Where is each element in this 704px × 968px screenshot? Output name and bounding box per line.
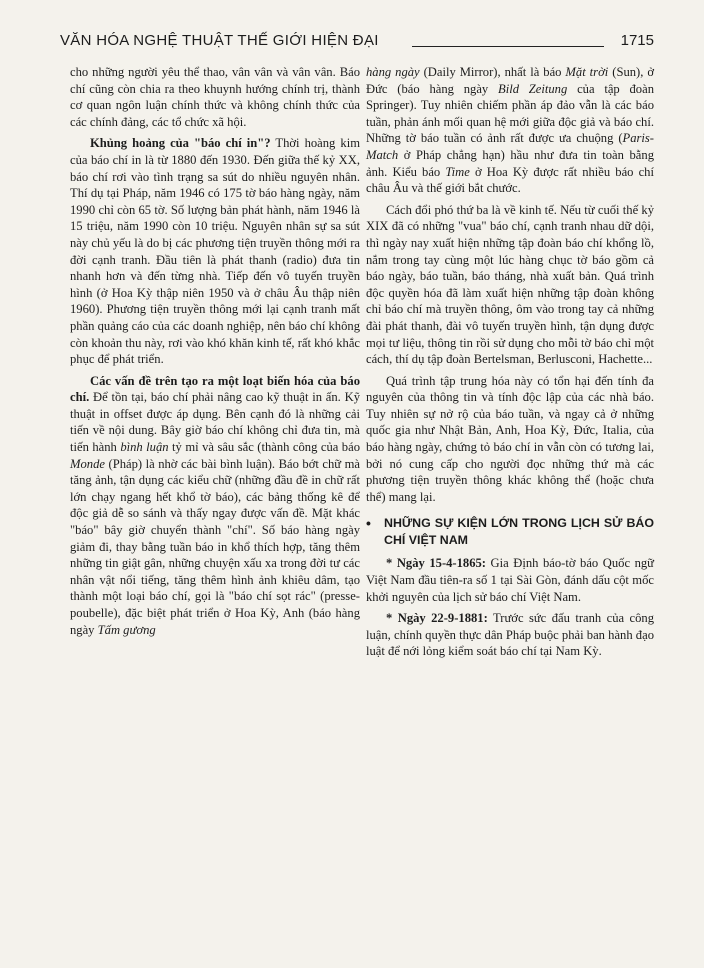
page-header	[60, 30, 654, 56]
italic-text: Tấm gương	[97, 622, 156, 637]
event-entry	[366, 610, 654, 660]
paragraph-text: của tập đoàn Springer). Tuy nhiên chiếm phần áp đảo vẫn là các báo tuần, phản ánh mối quan hệ mới giữa độc giả và báo chí. Những tờ báo tuần có ảnh rất được ưa chuộng (	[366, 81, 654, 146]
italic-text: Mặt trời	[565, 65, 609, 79]
italic-text: hàng ngày	[366, 65, 420, 79]
paragraph-heading: Khủng hoảng của "báo chí in"?	[90, 136, 271, 151]
italic-text: Paris-Match	[366, 131, 654, 162]
event-entry	[366, 555, 654, 605]
right-column	[366, 64, 654, 665]
paragraph-heading: Các vấn đề trên tạo ra một loạt biến hóa của báo chí.	[70, 373, 360, 405]
event-text: Gia Định báo-tờ báo Quốc ngữ Việt Nam đầu tiên-ra số 1 tại Sài Gòn, đánh dấu cột mốc khởi nguyên của lịch sử báo chí Việt Nam.	[366, 556, 654, 604]
paragraph-text: (Pháp) là nhờ các bài bình luận). Báo bớt chữ mà tăng ảnh, tận dụng các kiểu chữ (những đầu đề in chữ rất lớn chạy ngang hết khổ tờ báo), các bảng thống kê để độc giả dễ so sánh và thấy ngay được vấn đề. Mặt khác "báo" bây giờ chuyển thành "chí". Số báo hàng ngày giảm đi, thay bằng tuần báo in khổ thích hợp, tăng thêm những tin giật gân, những chuyện xấu xa trong đời tư các nhân vật nổi tiếng, tăng thêm hình ảnh khiêu dâm, tạo thành một loại báo chí, gọi là "báo chí sọt rác" (presse-poubelle), đặc biệt phát triển ở Hoa Kỳ, Anh (báo hàng ngày	[70, 456, 360, 637]
running-title: VĂN HÓA NGHỆ THUẬT THẾ GIỚI HIỆN ĐẠI	[60, 32, 379, 49]
event-date: * Ngày 22-9-1881:	[386, 611, 488, 626]
paragraph: Quá trình tập trung hóa này có tổn hại đến tính đa nguyên của thông tin và tính độc lập của các nhà báo. Tuy nhiên sự nở rộ của báo tuần, và ngay cả ở những quốc gia như Nhật Bản, Anh, Hoa Kỳ, Đức, Italia, của báo hàng ngày, chứng tỏ báo chí in vẫn còn có tương lai, bởi nó cung cấp cho người đọc những thứ mà các phương tiện truyền thông khác không thể (hoặc chưa thể) mang lại.	[366, 373, 654, 504]
left-column	[70, 64, 360, 643]
paragraph: cho những người yêu thể thao, vân vân và vân vân. Báo chí cũng còn chia ra theo khuynh hướng chính trị, thành cơ quan ngôn luận chính thức và không chính thức của các chính đảng, các tổ chức xã hội.	[70, 65, 360, 129]
page-number: 1715	[620, 32, 654, 49]
italic-text: Monde	[70, 456, 105, 471]
paragraph-text: tỷ mỉ và sâu sắc (thành công của báo	[168, 440, 360, 455]
section-title: NHỮNG SỰ KIỆN LỚN TRONG LỊCH SỬ BÁO CHÍ VIỆT NAM	[384, 516, 654, 548]
paragraph	[70, 135, 360, 367]
bullet-icon: •	[366, 515, 371, 532]
paragraph-text: Thời hoàng kim của báo chí in là từ 1880 đến 1930. Đến giữa thế kỷ XX, báo chí rơi vào tình trạng sa sút do nhiều nguyên nhân. Thí dụ tại Pháp, năm 1946 có 175 tờ báo hàng ngày, năm 1990 chỉ còn 65 tờ. Số lượng bản phát hành, năm 1946 là 15 triệu, năm 1990 còn 10 triệu. Nguyên nhân sự sa sút này chủ yếu là do bị các phương tiện truyền thông mới ra đời cạnh tranh. Đầu tiên là phát thanh (radio) đưa tin nhanh hơn và đến từng nhà. Tiếp đến vô tuyến truyền hình (ở Hoa Kỳ thập niên 1950 và ở châu Âu thập niên 1960). Phương tiện truyền thông mới lại cạnh tranh mất phần quảng cáo của các doanh nghiệp, nên báo chí không còn khoản thu này, rơi vào khó khăn kinh tế, rất khó khắc phục để phát triển.	[70, 136, 360, 367]
event-text: Trước sức đấu tranh của công luận, chính quyền thực dân Pháp buộc phải ban hành đạo luật để nới lỏng kiểm soát báo chí tại Nam Kỳ.	[366, 611, 655, 659]
header-rule	[412, 46, 604, 47]
paragraph	[70, 373, 360, 639]
italic-text: Bild Zeitung	[498, 81, 568, 96]
paragraph-text: ở Hoa Kỳ được rất nhiều báo chí châu Âu và thế giới bắt chước.	[366, 164, 654, 196]
paragraph-text: (Sun), ở Đức (báo hàng ngày	[366, 65, 655, 96]
event-date: * Ngày 15-4-1865:	[386, 556, 487, 571]
paragraph: Cách đổi phó thứ ba là về kinh tế. Nếu từ cuối thế kỷ XIX đã có những "vua" báo chí, cạnh tranh nhau dữ dội, thì ngày nay xuất hiện những tập đoàn báo chí khổng lồ, nắm trong tay cùng một lúc hàng chục tờ báo gồm cả báo ngày, báo tuần, báo tháng, nhà xuất bản. Quá trình độc quyền hóa đã làm xuất hiện những tập đoàn không chỉ báo chí mà truyền thông, ôm vào trong tay cả những đài phát thanh, đài vô tuyến truyền hình, tận dụng được mọi tư liệu, thông tin rồi sử dụng cho mỗi tờ báo chỉ một cách, thí dụ tập đoàn Bertelsman, Berlusconi, Hachette...	[366, 202, 654, 367]
italic-text: bình luận	[120, 440, 169, 455]
paragraph-text: (Daily Mirror), nhất là báo	[419, 65, 566, 79]
paragraph-text: ở Pháp chẳng hạn) hầu như đưa tin toàn bằng ảnh. Kiểu báo	[366, 147, 654, 179]
italic-text: Time	[445, 164, 470, 179]
section-heading	[366, 515, 654, 549]
paragraph	[366, 64, 654, 197]
paragraph-text: Để tồn tại, báo chí phải nâng cao kỹ thuật in ấn. Kỹ thuật in offset được áp dụng. Bên cạnh đó là những cải tiến về nội dung. Bây giờ báo chí không chỉ đưa tin, mà tiến hành	[70, 390, 360, 455]
